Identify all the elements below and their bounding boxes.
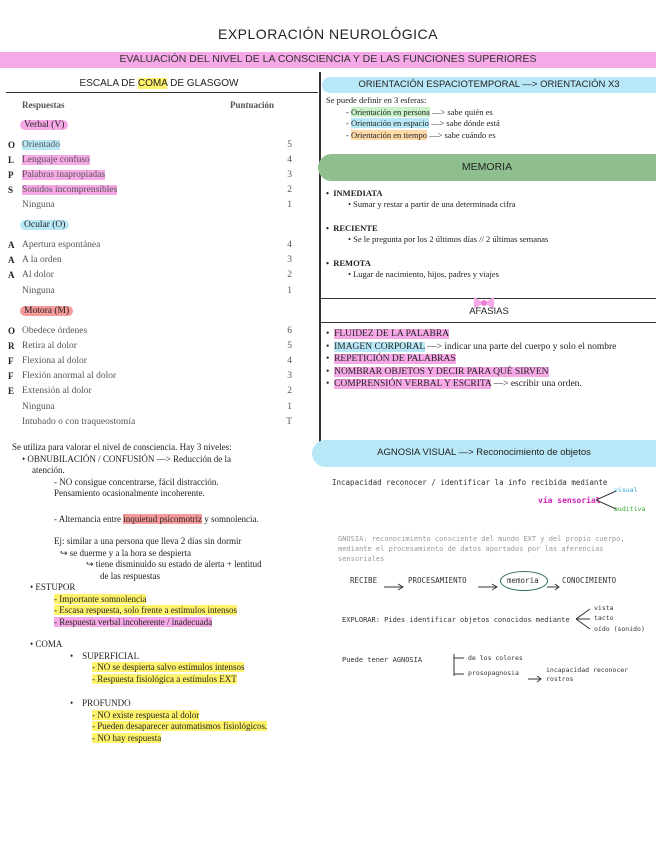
afasia-item: • IMAGEN CORPORAL —> indicar una parte del cuerpo y solo el nombre bbox=[326, 341, 617, 352]
estupor-line: - Respuesta verbal incoherente / inadecuada bbox=[54, 616, 213, 627]
column-divider bbox=[319, 72, 321, 444]
afasias-rule-bottom bbox=[320, 322, 656, 323]
arrow-icon bbox=[547, 578, 561, 586]
memoria-title: • RECIENTE bbox=[326, 223, 378, 233]
estupor-line: - Importante somnolencia bbox=[54, 593, 147, 604]
verbal-row: Ninguna 1 bbox=[22, 200, 292, 210]
ocular-row: Ninguna 1 bbox=[22, 286, 292, 296]
example-line: ↪ tiene disminuido su estado de alerta + lentitud bbox=[86, 559, 262, 569]
motora-row: E Extensión al dolor 2 bbox=[8, 386, 292, 396]
glasgow-header-rule bbox=[6, 92, 318, 93]
example-line: Ej: similar a una persona que lleva 2 días sin dormir bbox=[54, 536, 242, 546]
branch-auditiva: auditiva bbox=[614, 505, 646, 513]
memoria-desc: • Sumar y restar a partir de una determinada cifra bbox=[348, 199, 516, 209]
explorar-opt: tacto bbox=[594, 614, 614, 622]
verbal-row: O Orientado 5 bbox=[8, 140, 292, 150]
branch-lines bbox=[576, 606, 592, 632]
coma-item: • COMA bbox=[30, 639, 63, 649]
obnubilacion-line: - Alternancia entre inquietud psicomotriz y somnolencia. bbox=[54, 513, 259, 524]
coma-sup-line: - NO se despierta salvo estímulos intensos bbox=[92, 662, 245, 672]
example-line: de las respuestas bbox=[100, 570, 160, 581]
memoria-title: • REMOTA bbox=[326, 258, 371, 268]
gnosia-definition: GNOSIA: reconocimiento consciente del mundo EXT y del propio cuerpo, mediante el procesamiento de datos aportados por las aferencias sensoriales bbox=[338, 535, 625, 563]
branch-lines bbox=[452, 652, 466, 678]
motora-row: Intubado o con traqueostomía T bbox=[22, 417, 292, 427]
orientation-item: - Orientación en tiempo —> sabe cuándo es bbox=[346, 129, 496, 140]
verbal-row: P Palabras inapropiadas 3 bbox=[8, 170, 292, 180]
puede-opt: de los colores bbox=[468, 654, 523, 662]
explorar-line: EXPLORAR: Pides identificar objetos conocidos mediante bbox=[342, 616, 570, 624]
verbal-row: S Sonidos incomprensibles 2 bbox=[8, 185, 292, 195]
memoria-block bbox=[326, 188, 646, 280]
verbal-label: Verbal (V) bbox=[20, 120, 68, 130]
orientation-intro: Se puede definir en 3 esferas: bbox=[326, 95, 427, 105]
coma-prof-line: - NO hay respuesta bbox=[92, 732, 162, 743]
obnubilacion-cont: atención. bbox=[32, 465, 65, 475]
afasia-item: • FLUIDEZ DE LA PALABRA bbox=[326, 329, 450, 339]
ocular-label: Ocular (O) bbox=[20, 220, 69, 230]
memoria-title: • INMEDIATA bbox=[326, 188, 383, 198]
branch-visual: visual bbox=[614, 486, 638, 494]
col-score: Puntuación bbox=[230, 100, 275, 110]
agnosia-line: Incapacidad reconocer / identificar la info recibida mediante bbox=[332, 478, 608, 487]
coma-prof-line: - Pueden desaparecer automatismos fisiológicos. bbox=[92, 721, 268, 731]
motora-row: Ninguna 1 bbox=[22, 402, 292, 412]
coma-profundo: • PROFUNDO bbox=[70, 698, 131, 708]
afasia-item: • NOMBRAR OBJETOS Y DECIR PARA QUÉ SIRVEN bbox=[326, 366, 549, 377]
motora-row: F Flexiona al dolor 4 bbox=[8, 356, 292, 366]
memoria-header-text: MEMORIA bbox=[461, 161, 513, 173]
glasgow-header: ESCALA DE COMA DE GLASGOW bbox=[79, 78, 239, 89]
afasia-item: • REPETICIÓN DE PALABRAS bbox=[326, 354, 456, 364]
puede-result: incapacidad reconocer rostros bbox=[546, 666, 629, 683]
coma-prof-line: - NO existe respuesta al dolor bbox=[92, 709, 200, 720]
explorar-opt: vista bbox=[594, 604, 614, 612]
page-title: EXPLORACIÓN NEUROLÓGICA bbox=[218, 26, 438, 42]
section-banner-text: EVALUACIÓN DEL NIVEL DE LA CONSCIENCIA Y DE LAS FUNCIONES SUPERIORES bbox=[119, 53, 537, 65]
arrow-icon bbox=[528, 670, 544, 678]
flow-step: memoria bbox=[507, 576, 539, 585]
orientation-item: - Orientación en espacio —> sabe dónde está bbox=[346, 118, 500, 128]
coma-sup-line: - Respuesta fisiológica a estímulos EXT bbox=[92, 673, 237, 684]
agnosia-header-text: AGNOSIA VISUAL —> Reconocimiento de objetos bbox=[377, 447, 591, 458]
orientation-item: - Orientación en persona —> sabe quién es bbox=[346, 106, 493, 117]
explorar-opt: oído (sonido) bbox=[594, 625, 645, 633]
ocular-row: A A la orden 3 bbox=[8, 255, 292, 265]
obnubilacion-line: Pensamiento ocasionalmente incoherente. bbox=[54, 488, 205, 498]
ocular-row: A Apertura espontánea 4 bbox=[8, 240, 292, 250]
obnubilacion-line: - NO consigue concentrarse, fácil distracción. bbox=[54, 476, 219, 487]
flow-step: CONOCIMIENTO bbox=[562, 576, 617, 585]
flow-step: PROCESAMIENTO bbox=[408, 576, 467, 585]
memoria-desc: • Lugar de nacimiento, hijos, padres y viajes bbox=[348, 269, 499, 279]
estupor-line: - Escasa respuesta, solo frente a estímulos intensos bbox=[54, 605, 237, 615]
flow-step: RECIBE bbox=[350, 576, 378, 585]
arrow-icon bbox=[478, 578, 500, 586]
afasias-block bbox=[326, 328, 638, 391]
arrow-icon bbox=[384, 578, 406, 586]
levels-intro: Se utiliza para valorar el nivel de consciencia. Hay 3 niveles: bbox=[12, 442, 232, 452]
orientation-block bbox=[326, 95, 646, 141]
obnubilacion-item: • OBNUBILACIÓN / CONFUSIÓN —> Reducción de la bbox=[22, 453, 231, 464]
example-line: ↪ se duerme y a la hora se despierta bbox=[60, 547, 191, 558]
levels-block bbox=[12, 442, 312, 744]
verbal-row: L Lenguaje confuso 4 bbox=[8, 155, 292, 165]
motora-row: F Flexión anormal al dolor 3 bbox=[8, 371, 292, 381]
afasias-header: AFASIAS bbox=[469, 306, 509, 317]
motora-row: O Obedece órdenes 6 bbox=[8, 326, 292, 336]
motora-row: R Retira al dolor 5 bbox=[8, 341, 292, 351]
puede-opt: prosopagnosia bbox=[468, 669, 519, 677]
agnosia-branch: vía sensorial bbox=[538, 496, 601, 505]
ocular-row: A Al dolor 2 bbox=[8, 270, 292, 280]
afasia-item: • COMPRENSIÓN VERBAL Y ESCRITA —> escribir una orden. bbox=[326, 379, 582, 389]
memoria-desc: • Se le pregunta por los 2 últimos días // 2 últimas semanas bbox=[348, 234, 549, 244]
motora-label: Motora (M) bbox=[20, 306, 73, 316]
coma-superficial: • SUPERFICIAL bbox=[70, 650, 140, 661]
col-responses: Respuestas bbox=[22, 100, 65, 110]
estupor-item: • ESTUPOR bbox=[30, 582, 76, 592]
puede-line: Puede tener AGNOSIA bbox=[342, 656, 423, 664]
orientation-header-text: ORIENTACIÓN ESPACIOTEMPORAL —> ORIENTACIÓN X3 bbox=[358, 79, 620, 90]
